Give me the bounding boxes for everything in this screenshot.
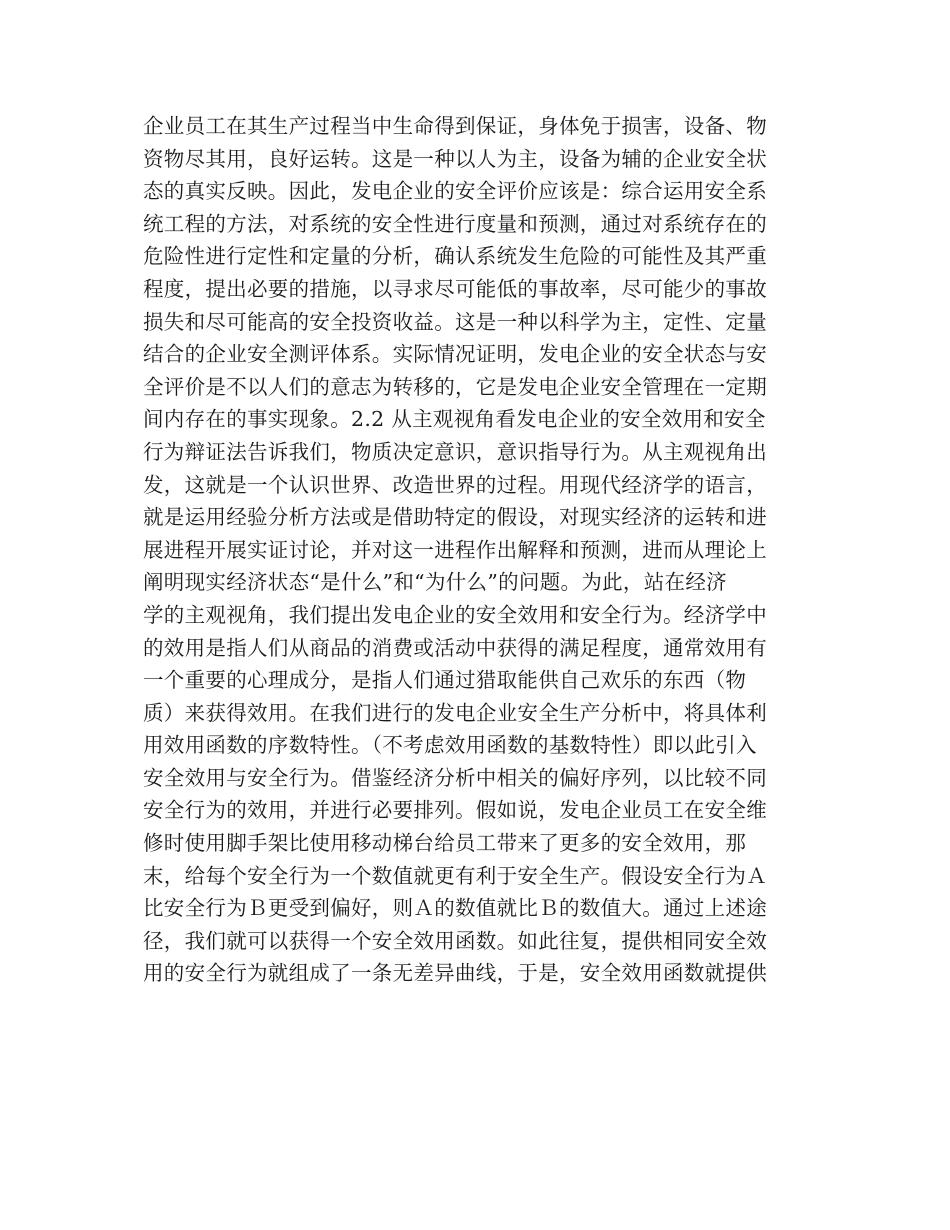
- text-line: 间内存在的事实现象。2.2 从主观视角看发电企业的安全效用和安全: [143, 407, 766, 432]
- text-line: 行为辩证法告诉我们，物质决定意识，意识指导行为。从主观视角出: [143, 439, 767, 464]
- text-line: 用的安全行为就组成了一条无差异曲线，于是，安全效用函数就提供: [143, 961, 767, 986]
- text-line: 阐明现实经济状态“是什么”和“为什么”的问题。为此，站在经济: [143, 570, 727, 595]
- text-line: 的效用是指人们从商品的消费或活动中获得的满足程度，通常效用有: [143, 635, 767, 660]
- text-line: 比安全行为Ｂ更受到偏好，则Ａ的数值就比Ｂ的数值大。通过上述途: [143, 896, 767, 921]
- text-line: 展进程开展实证讨论，并对这一进程作出解释和预测，进而从理论上: [143, 537, 767, 562]
- text-line: 结合的企业安全测评体系。实际情况证明，发电企业的安全状态与安: [143, 342, 767, 367]
- text-line: 径，我们就可以获得一个安全效用函数。如此往复，提供相同安全效: [143, 928, 767, 953]
- text-line: 安全效用与安全行为。借鉴经济分析中相关的偏好序列，以比较不同: [143, 765, 767, 790]
- text-line: 就是运用经验分析方法或是借助特定的假设，对现实经济的运转和进: [143, 505, 767, 530]
- text-line: 程度，提出必要的措施，以寻求尽可能低的事故率，尽可能少的事故: [143, 276, 767, 301]
- text-line: 发，这就是一个认识世界、改造世界的过程。用现代经济学的语言，: [143, 472, 767, 497]
- text-line: 质）来获得效用。在我们进行的发电企业安全生产分析中，将具体利: [143, 700, 767, 725]
- text-line: 一个重要的心理成分，是指人们通过猎取能供自己欢乐的东西（物: [143, 668, 747, 693]
- text-line: 企业员工在其生产过程当中生命得到保证，身体免于损害，设备、物: [143, 114, 767, 138]
- text-line: 统工程的方法，对系统的安全性进行度量和预测，通过对系统存在的: [143, 211, 767, 236]
- text-line: 全评价是不以人们的意志为转移的，它是发电企业安全管理在一定期: [143, 374, 767, 399]
- text-line: 用效用函数的序数特性。（不考虑效用函数的基数特性）即以此引入: [143, 733, 757, 758]
- body-paragraph: [143, 110, 803, 990]
- text-line: 资物尽其用，良好运转。这是一种以人为主，设备为辅的企业安全状: [143, 146, 767, 171]
- text-line: 态的真实反映。因此，发电企业的安全评价应该是：综合运用安全系: [143, 179, 767, 204]
- text-line: 学的主观视角，我们提出发电企业的安全效用和安全行为。经济学中: [143, 602, 767, 627]
- text-line: 安全行为的效用，并进行必要排列。假如说，发电企业员工在安全维: [143, 798, 767, 823]
- text-line: 损失和尽可能高的安全投资收益。这是一种以科学为主，定性、定量: [143, 309, 767, 334]
- text-line: 末，给每个安全行为一个数值就更有利于安全生产。假设安全行为Ａ: [143, 863, 767, 888]
- text-line: 修时使用脚手架比使用移动梯台给员工带来了更多的安全效用，那: [143, 831, 747, 856]
- text-line: 危险性进行定性和定量的分析，确认系统发生危险的可能性及其严重: [143, 244, 767, 269]
